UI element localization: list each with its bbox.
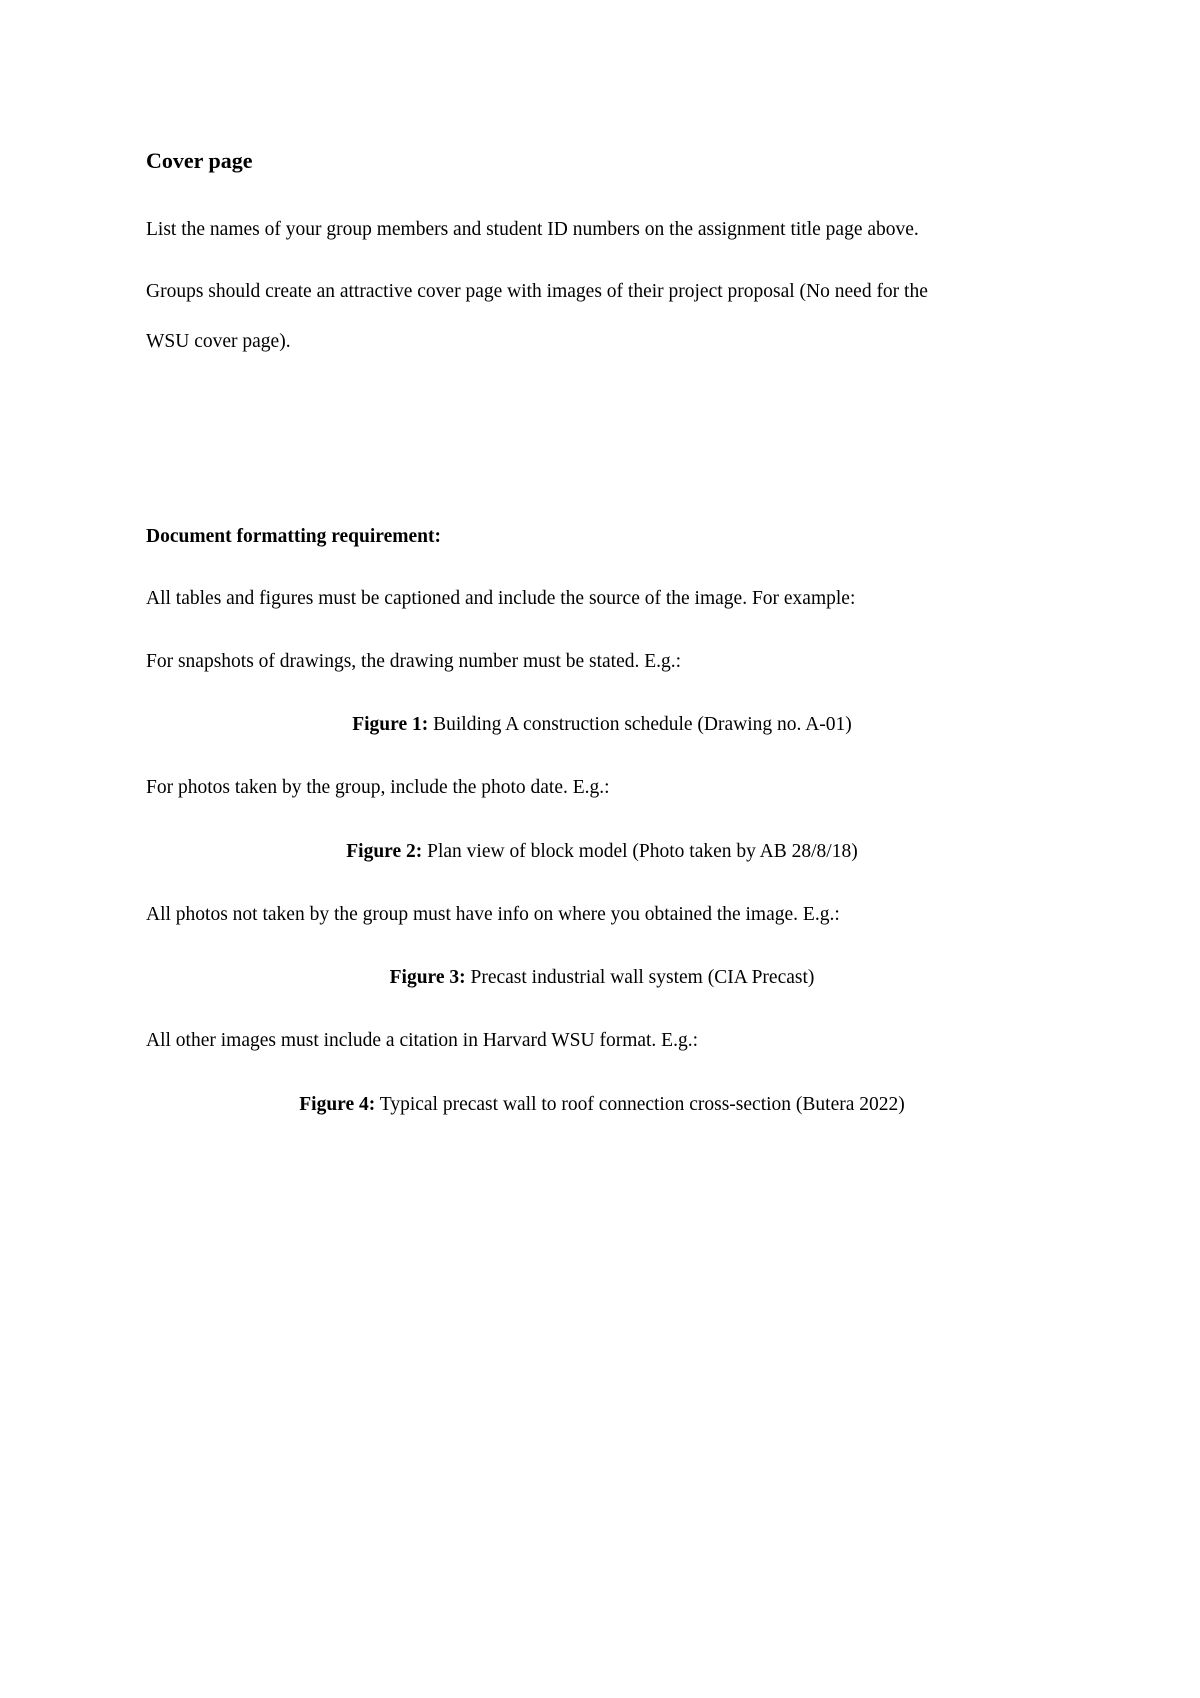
formatting-intro: All tables and figures must be captioned and include the source of the image. For example: xyxy=(146,588,856,609)
figure-2-label: Figure 2: xyxy=(346,841,423,862)
figure-1-caption xyxy=(146,711,1058,739)
cover-page-heading: Cover page xyxy=(146,148,253,173)
figure-3-text: Precast industrial wall system (CIA Precast) xyxy=(470,967,815,988)
figure-1-text: Building A construction schedule (Drawing no. A-01) xyxy=(433,714,852,735)
figure-2-text: Plan view of block model (Photo taken by AB 28/8/18) xyxy=(427,841,858,862)
drawings-note: For snapshots of drawings, the drawing number must be stated. E.g.: xyxy=(146,651,682,672)
figure-1-label: Figure 1: xyxy=(352,714,429,735)
figure-4-label: Figure 4: xyxy=(299,1094,376,1115)
other-images-note: All other images must include a citation in Harvard WSU format. E.g.: xyxy=(146,1030,699,1051)
figure-4-text: Typical precast wall to roof connection cross-section (Butera 2022) xyxy=(379,1094,905,1115)
photos-note: For photos taken by the group, include the photo date. E.g.: xyxy=(146,777,610,798)
cover-instruction-images-line1: Groups should create an attractive cover page with images of their project proposal (No need for the xyxy=(146,281,928,302)
figure-4-caption xyxy=(146,1091,1058,1119)
figure-3-caption xyxy=(146,964,1058,992)
cover-instruction-names: List the names of your group members and student ID numbers on the assignment title page above. xyxy=(146,219,919,240)
figure-3-label: Figure 3: xyxy=(389,967,466,988)
figure-2-caption xyxy=(146,838,1058,866)
cover-instruction-images-line2: WSU cover page). xyxy=(146,331,291,352)
external-photos-note: All photos not taken by the group must have info on where you obtained the image. E.g.: xyxy=(146,904,840,925)
formatting-heading: Document formatting requirement: xyxy=(146,526,441,547)
